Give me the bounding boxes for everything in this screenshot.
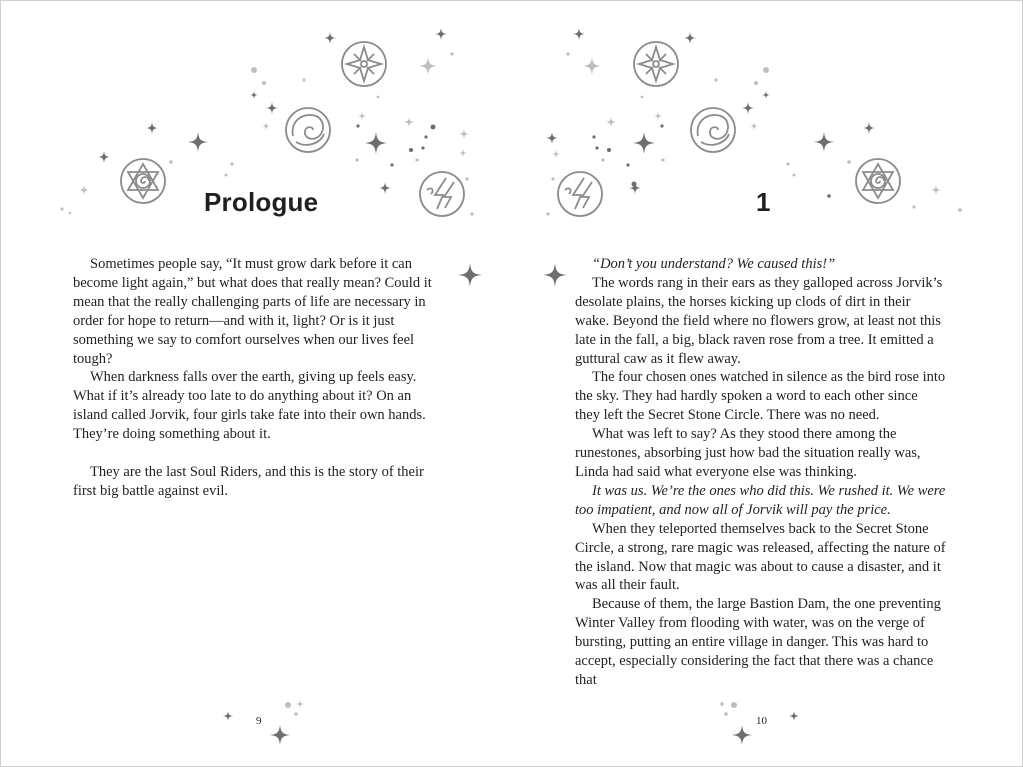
prologue-body [73, 255, 439, 501]
paragraph: The words rang in their ears as they galloped across Jorvik’s desolate plains, the horses kicking up clods of dirt in their wake. Beyond the field where no flowers grow, at least not this late in the fall, a big, black raven rose from a tree. It emitted a guttural caw as it flew away. [575, 274, 943, 367]
paragraph: The four chosen ones watched in silence as the bird rose into the sky. They had hardly spoken a word to each other since they left the Secret Stone Circle. There was no need. [575, 369, 946, 424]
sparkle-icon [455, 260, 485, 290]
page-number: 10 [756, 715, 767, 727]
chapter-number: 1 [756, 187, 771, 217]
sun-rune-icon [121, 159, 165, 203]
sparkle-icon [540, 260, 570, 290]
paragraph: It was us. We’re the ones who did this. We rushed it. We were too impatient, and now all of Jorvik will pay the price. [575, 482, 946, 518]
lightning-rune-icon [558, 172, 602, 216]
left-page [0, 0, 511, 767]
lightning-rune-icon [420, 172, 464, 216]
chapter-title: Prologue [204, 187, 319, 217]
sun-rune-icon [856, 159, 900, 203]
paragraph: What was left to say? As they stood there among the runestones, absorbing just how bad the situation really was, Linda had said what everyone else was thinking. [575, 426, 921, 480]
paragraph: “Don’t you understand? We caused this!” [592, 256, 836, 272]
spiral-rune-icon [691, 108, 735, 152]
right-page [512, 0, 1023, 767]
page-number-ornament [218, 690, 308, 750]
paragraph: Because of them, the large Bastion Dam, the one preventing Winter Valley from flooding with water, was on the verge of bursting, putting an entire village in danger. This was hard to accept, especially considering the fact that there was a chance that [575, 596, 941, 688]
paragraph: When they teleported themselves back to the Secret Stone Circle, a strong, rare magic was released, affecting the nature of the island. Now that magic was about to cause a disaster, and it was all their fault. [575, 520, 946, 594]
star-rune-icon [342, 42, 386, 86]
spiral-rune-icon [286, 108, 330, 152]
page-number: 9 [256, 715, 262, 727]
chapter-body [575, 255, 946, 690]
star-rune-icon [634, 42, 678, 86]
paragraph: When darkness falls over the earth, giving up feels easy. What if it’s already too late to do anything about it? On an island called Jorvik, four girls take fate into their own hands. They’re doing something about it. [73, 369, 426, 443]
paragraph: They are the last Soul Riders, and this is the story of their first big battle against evil. [73, 463, 424, 499]
paragraph: Sometimes people say, “It must grow dark before it can become light again,” but what does that really mean? Could it mean that the really challenging parts of life are necessary in order for hope to return—and with it, light? Or is it just something we say to comfort ourselves when our lives feel tough? [73, 256, 432, 367]
